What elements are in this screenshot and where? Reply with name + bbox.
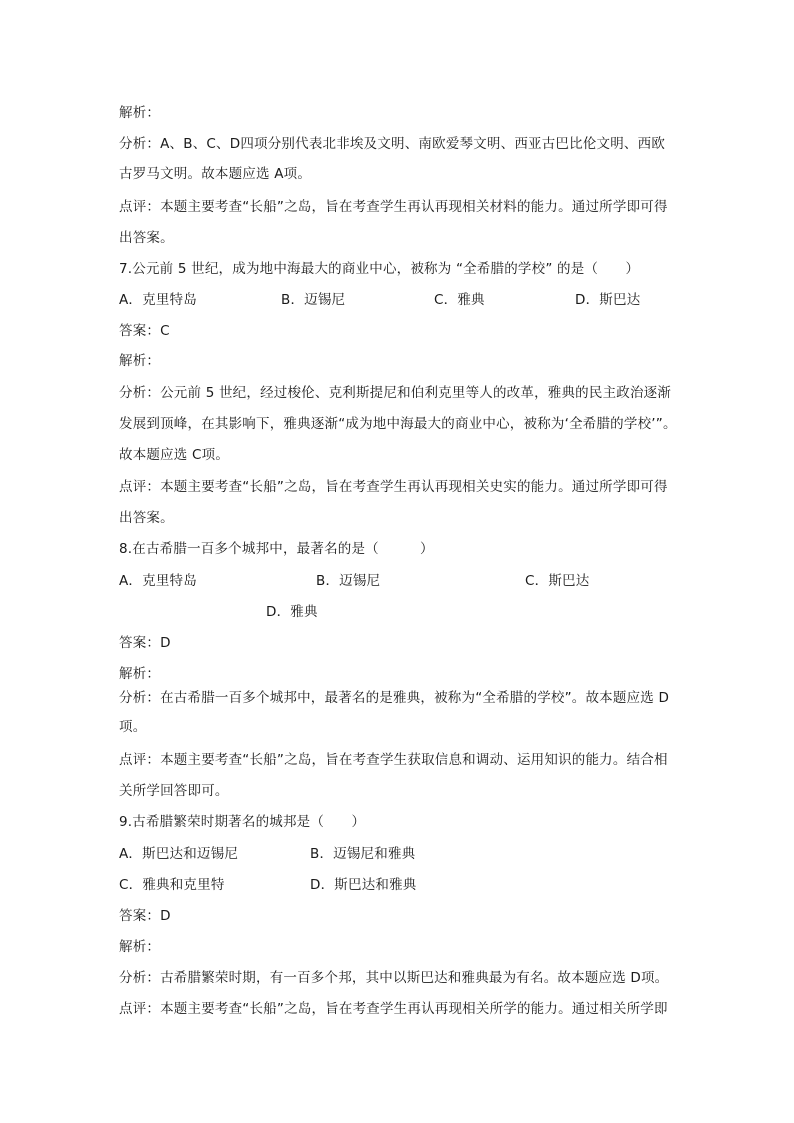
analysis-text: 分析：古希腊繁荣时期，有一百多个邦，其中以斯巴达和雅典最为有名。故本题应选 D项。	[119, 970, 669, 986]
q9-option-c: C．雅典和克里特	[119, 877, 225, 893]
comment-text: 点评：本题主要考查“长船”之岛，旨在考查学生再认再现相关史实的能力。通过所学即可得	[119, 479, 668, 495]
comment-text: 点评：本题主要考查“长船”之岛，旨在考查学生获取信息和调动、运用知识的能力。结合相	[119, 752, 668, 768]
q7-option-b: B．迈锡尼	[281, 292, 346, 308]
q9-option-b: B．迈锡尼和雅典	[310, 846, 416, 862]
jiexi-label: 解析：	[119, 353, 161, 369]
jiexi-label: 解析：	[119, 666, 161, 682]
comment-text: 点评：本题主要考查“长船”之岛，旨在考查学生再认再现相关所学的能力。通过相关所学即	[119, 1001, 668, 1017]
analysis-text: 分析：A、B、C、D四项分别代表北非埃及文明、南欧爱琴文明、西亚古巴比伦文明、西欧	[119, 136, 666, 152]
comment-text: 点评：本题主要考查“长船”之岛，旨在考查学生再认再现相关材料的能力。通过所学即可得	[119, 199, 668, 215]
question-7: 7.公元前 5 世纪，成为地中海最大的商业中心，被称为 “全希腊的学校” 的是（ ）	[119, 261, 640, 277]
analysis-text: 分析：在古希腊一百多个城邦中，最著名的是雅典，被称为“全希腊的学校”。故本题应选 D	[119, 690, 670, 706]
q7-option-a: A．克里特岛	[119, 292, 197, 308]
q8-option-d: D．雅典	[266, 604, 318, 620]
comment-text: 出答案。	[119, 230, 174, 246]
analysis-text: 项。	[119, 719, 147, 735]
q9-option-d: D．斯巴达和雅典	[310, 877, 417, 893]
q7-option-c: C．雅典	[434, 292, 485, 308]
comment-text: 关所学回答即可。	[119, 783, 229, 799]
q9-answer: 答案：D	[119, 908, 171, 924]
analysis-text: 分析：公元前 5 世纪，经过梭伦、克利斯提尼和伯利克里等人的改革，雅典的民主政治逐渐	[119, 385, 672, 401]
analysis-text: 发展到顶峰，在其影响下，雅典逐渐“成为地中海最大的商业中心，被称为‘全希腊的学校’”。	[119, 416, 677, 432]
q7-answer: 答案：C	[119, 323, 170, 339]
q8-answer: 答案：D	[119, 635, 171, 651]
jiexi-label: 解析：	[119, 105, 161, 121]
comment-text: 出答案。	[119, 510, 174, 526]
q8-option-b: B．迈锡尼	[316, 573, 381, 589]
q8-option-a: A．克里特岛	[119, 573, 197, 589]
jiexi-label: 解析：	[119, 939, 161, 955]
q9-option-a: A．斯巴达和迈锡尼	[119, 846, 239, 862]
q8-option-c: C．斯巴达	[525, 573, 590, 589]
question-8: 8.在古希腊一百多个城邦中，最著名的是（ ）	[119, 541, 434, 557]
analysis-text: 故本题应选 C项。	[119, 447, 230, 463]
analysis-text: 古罗马文明。故本题应选 A项。	[119, 166, 312, 182]
question-9: 9.古希腊繁荣时期著名的城邦是（ ）	[119, 814, 366, 830]
q7-option-d: D．斯巴达	[575, 292, 641, 308]
